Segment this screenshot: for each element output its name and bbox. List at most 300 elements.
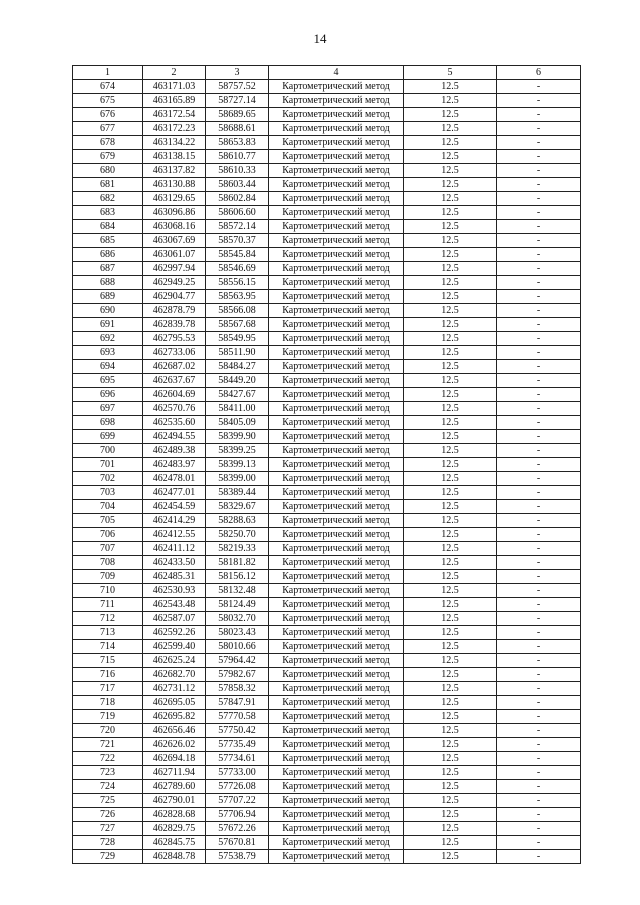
x-coordinate-cell: 462626.02: [143, 738, 206, 752]
point-number-cell: 711: [73, 598, 143, 612]
x-coordinate-cell: 462695.05: [143, 696, 206, 710]
x-coordinate-cell: 462694.18: [143, 752, 206, 766]
point-number-cell: 691: [73, 318, 143, 332]
precision-cell: 12.5: [404, 668, 497, 682]
table-row: [73, 682, 581, 696]
x-coordinate-cell: 463165.89: [143, 94, 206, 108]
point-number-cell: 695: [73, 374, 143, 388]
method-cell: Картометрический метод: [269, 458, 404, 472]
method-cell: Картометрический метод: [269, 752, 404, 766]
table-row: [73, 94, 581, 108]
precision-cell: 12.5: [404, 276, 497, 290]
method-cell: Картометрический метод: [269, 598, 404, 612]
dash-cell: -: [497, 668, 581, 682]
y-coordinate-cell: 57735.49: [206, 738, 269, 752]
table-row: [73, 556, 581, 570]
y-coordinate-cell: 58399.25: [206, 444, 269, 458]
precision-cell: 12.5: [404, 556, 497, 570]
point-number-cell: 676: [73, 108, 143, 122]
method-cell: Картометрический метод: [269, 206, 404, 220]
table-row: [73, 164, 581, 178]
table-row: [73, 416, 581, 430]
x-coordinate-cell: 462829.75: [143, 822, 206, 836]
y-coordinate-cell: 58156.12: [206, 570, 269, 584]
point-number-cell: 708: [73, 556, 143, 570]
point-number-cell: 684: [73, 220, 143, 234]
precision-cell: 12.5: [404, 234, 497, 248]
point-number-cell: 707: [73, 542, 143, 556]
table-row: [73, 528, 581, 542]
x-coordinate-cell: 462433.50: [143, 556, 206, 570]
table-row: [73, 80, 581, 94]
point-number-cell: 699: [73, 430, 143, 444]
table-row: [73, 332, 581, 346]
y-coordinate-cell: 58032.70: [206, 612, 269, 626]
x-coordinate-cell: 462535.60: [143, 416, 206, 430]
method-cell: Картометрический метод: [269, 640, 404, 654]
y-coordinate-cell: 58570.37: [206, 234, 269, 248]
dash-cell: -: [497, 290, 581, 304]
x-coordinate-cell: 463067.69: [143, 234, 206, 248]
table-row: [73, 668, 581, 682]
method-cell: Картометрический метод: [269, 150, 404, 164]
precision-cell: 12.5: [404, 696, 497, 710]
y-coordinate-cell: 58181.82: [206, 556, 269, 570]
dash-cell: -: [497, 206, 581, 220]
dash-cell: -: [497, 794, 581, 808]
x-coordinate-cell: 463129.65: [143, 192, 206, 206]
dash-cell: -: [497, 472, 581, 486]
point-number-cell: 720: [73, 724, 143, 738]
table-row: [73, 626, 581, 640]
dash-cell: -: [497, 696, 581, 710]
precision-cell: 12.5: [404, 542, 497, 556]
table-row: [73, 304, 581, 318]
table-row: [73, 234, 581, 248]
y-coordinate-cell: 57672.26: [206, 822, 269, 836]
dash-cell: -: [497, 108, 581, 122]
x-coordinate-cell: 463068.16: [143, 220, 206, 234]
method-cell: Картометрический метод: [269, 542, 404, 556]
precision-cell: 12.5: [404, 710, 497, 724]
point-number-cell: 688: [73, 276, 143, 290]
method-cell: Картометрический метод: [269, 584, 404, 598]
dash-cell: -: [497, 458, 581, 472]
dash-cell: -: [497, 150, 581, 164]
precision-cell: 12.5: [404, 360, 497, 374]
method-cell: Картометрический метод: [269, 528, 404, 542]
method-cell: Картометрический метод: [269, 332, 404, 346]
point-number-cell: 686: [73, 248, 143, 262]
y-coordinate-cell: 58484.27: [206, 360, 269, 374]
point-number-cell: 722: [73, 752, 143, 766]
table-row: [73, 262, 581, 276]
precision-cell: 12.5: [404, 836, 497, 850]
precision-cell: 12.5: [404, 164, 497, 178]
method-cell: Картометрический метод: [269, 136, 404, 150]
precision-cell: 12.5: [404, 724, 497, 738]
precision-cell: 12.5: [404, 486, 497, 500]
point-number-cell: 714: [73, 640, 143, 654]
dash-cell: -: [497, 430, 581, 444]
point-number-cell: 726: [73, 808, 143, 822]
precision-cell: 12.5: [404, 654, 497, 668]
y-coordinate-cell: 58427.67: [206, 388, 269, 402]
point-number-cell: 694: [73, 360, 143, 374]
point-number-cell: 723: [73, 766, 143, 780]
table-body: [73, 80, 581, 864]
precision-cell: 12.5: [404, 682, 497, 696]
x-coordinate-cell: 462656.46: [143, 724, 206, 738]
point-number-cell: 692: [73, 332, 143, 346]
precision-cell: 12.5: [404, 794, 497, 808]
table-row: [73, 360, 581, 374]
dash-cell: -: [497, 332, 581, 346]
y-coordinate-cell: 57734.61: [206, 752, 269, 766]
x-coordinate-cell: 462625.24: [143, 654, 206, 668]
y-coordinate-cell: 57538.79: [206, 850, 269, 864]
table-row: [73, 612, 581, 626]
method-cell: Картометрический метод: [269, 472, 404, 486]
table-header-row: [73, 66, 581, 80]
precision-cell: 12.5: [404, 850, 497, 864]
precision-cell: 12.5: [404, 192, 497, 206]
x-coordinate-cell: 462731.12: [143, 682, 206, 696]
y-coordinate-cell: 58546.69: [206, 262, 269, 276]
x-coordinate-cell: 462530.93: [143, 584, 206, 598]
point-number-cell: 721: [73, 738, 143, 752]
y-coordinate-cell: 58572.14: [206, 220, 269, 234]
table-row: [73, 220, 581, 234]
dash-cell: -: [497, 766, 581, 780]
precision-cell: 12.5: [404, 444, 497, 458]
dash-cell: -: [497, 654, 581, 668]
method-cell: Картометрический метод: [269, 416, 404, 430]
y-coordinate-cell: 58250.70: [206, 528, 269, 542]
point-number-cell: 682: [73, 192, 143, 206]
method-cell: Картометрический метод: [269, 360, 404, 374]
precision-cell: 12.5: [404, 808, 497, 822]
point-number-cell: 696: [73, 388, 143, 402]
method-cell: Картометрический метод: [269, 430, 404, 444]
point-number-cell: 713: [73, 626, 143, 640]
point-number-cell: 717: [73, 682, 143, 696]
method-cell: Картометрический метод: [269, 94, 404, 108]
y-coordinate-cell: 58610.77: [206, 150, 269, 164]
table-row: [73, 108, 581, 122]
precision-cell: 12.5: [404, 178, 497, 192]
page-number: 14: [313, 31, 327, 46]
x-coordinate-cell: 462949.25: [143, 276, 206, 290]
y-coordinate-cell: 58563.95: [206, 290, 269, 304]
table-row: [73, 598, 581, 612]
column-header-6: 6: [497, 66, 581, 80]
table-row: [73, 514, 581, 528]
method-cell: Картометрический метод: [269, 402, 404, 416]
dash-cell: -: [497, 822, 581, 836]
y-coordinate-cell: 58010.66: [206, 640, 269, 654]
method-cell: Картометрический метод: [269, 346, 404, 360]
dash-cell: -: [497, 444, 581, 458]
table-row: [73, 430, 581, 444]
point-number-cell: 703: [73, 486, 143, 500]
dash-cell: -: [497, 346, 581, 360]
table-row: [73, 346, 581, 360]
precision-cell: 12.5: [404, 346, 497, 360]
method-cell: Картометрический метод: [269, 696, 404, 710]
dash-cell: -: [497, 122, 581, 136]
y-coordinate-cell: 58606.60: [206, 206, 269, 220]
y-coordinate-cell: 58688.61: [206, 122, 269, 136]
precision-cell: 12.5: [404, 388, 497, 402]
method-cell: Картометрический метод: [269, 486, 404, 500]
method-cell: Картометрический метод: [269, 808, 404, 822]
x-coordinate-cell: 462587.07: [143, 612, 206, 626]
point-number-cell: 709: [73, 570, 143, 584]
method-cell: Картометрический метод: [269, 612, 404, 626]
table-row: [73, 290, 581, 304]
precision-cell: 12.5: [404, 472, 497, 486]
column-header-5: 5: [404, 66, 497, 80]
precision-cell: 12.5: [404, 640, 497, 654]
table-row: [73, 822, 581, 836]
table-row: [73, 836, 581, 850]
table-row: [73, 542, 581, 556]
dash-cell: -: [497, 374, 581, 388]
point-number-cell: 679: [73, 150, 143, 164]
table-row: [73, 374, 581, 388]
point-number-cell: 705: [73, 514, 143, 528]
x-coordinate-cell: 462687.02: [143, 360, 206, 374]
precision-cell: 12.5: [404, 108, 497, 122]
method-cell: Картометрический метод: [269, 766, 404, 780]
x-coordinate-cell: 463130.88: [143, 178, 206, 192]
dash-cell: -: [497, 192, 581, 206]
x-coordinate-cell: 462454.59: [143, 500, 206, 514]
y-coordinate-cell: 57847.91: [206, 696, 269, 710]
dash-cell: -: [497, 850, 581, 864]
x-coordinate-cell: 462848.78: [143, 850, 206, 864]
dash-cell: -: [497, 682, 581, 696]
y-coordinate-cell: 57707.22: [206, 794, 269, 808]
point-number-cell: 689: [73, 290, 143, 304]
point-number-cell: 675: [73, 94, 143, 108]
y-coordinate-cell: 58603.44: [206, 178, 269, 192]
y-coordinate-cell: 58023.43: [206, 626, 269, 640]
x-coordinate-cell: 462878.79: [143, 304, 206, 318]
point-number-cell: 683: [73, 206, 143, 220]
column-header-4: 4: [269, 66, 404, 80]
table-row: [73, 710, 581, 724]
method-cell: Картометрический метод: [269, 682, 404, 696]
x-coordinate-cell: 462412.55: [143, 528, 206, 542]
x-coordinate-cell: 462828.68: [143, 808, 206, 822]
column-header-3: 3: [206, 66, 269, 80]
method-cell: Картометрический метод: [269, 80, 404, 94]
x-coordinate-cell: 462997.94: [143, 262, 206, 276]
table-row: [73, 724, 581, 738]
column-header-1: 1: [73, 66, 143, 80]
x-coordinate-cell: 463137.82: [143, 164, 206, 178]
point-number-cell: 710: [73, 584, 143, 598]
y-coordinate-cell: 58757.52: [206, 80, 269, 94]
y-coordinate-cell: 57733.00: [206, 766, 269, 780]
x-coordinate-cell: 462682.70: [143, 668, 206, 682]
precision-cell: 12.5: [404, 150, 497, 164]
method-cell: Картометрический метод: [269, 654, 404, 668]
dash-cell: -: [497, 780, 581, 794]
dash-cell: -: [497, 80, 581, 94]
y-coordinate-cell: 58399.90: [206, 430, 269, 444]
table-row: [73, 794, 581, 808]
method-cell: Картометрический метод: [269, 262, 404, 276]
precision-cell: 12.5: [404, 416, 497, 430]
method-cell: Картометрический метод: [269, 738, 404, 752]
precision-cell: 12.5: [404, 94, 497, 108]
table-row: [73, 192, 581, 206]
y-coordinate-cell: 58399.13: [206, 458, 269, 472]
table-row: [73, 696, 581, 710]
x-coordinate-cell: 462789.60: [143, 780, 206, 794]
dash-cell: -: [497, 136, 581, 150]
point-number-cell: 690: [73, 304, 143, 318]
table-row: [73, 248, 581, 262]
method-cell: Картометрический метод: [269, 710, 404, 724]
precision-cell: 12.5: [404, 584, 497, 598]
dash-cell: -: [497, 738, 581, 752]
method-cell: Картометрический метод: [269, 850, 404, 864]
precision-cell: 12.5: [404, 598, 497, 612]
dash-cell: -: [497, 836, 581, 850]
dash-cell: -: [497, 808, 581, 822]
method-cell: Картометрический метод: [269, 626, 404, 640]
dash-cell: -: [497, 388, 581, 402]
precision-cell: 12.5: [404, 822, 497, 836]
x-coordinate-cell: 462599.40: [143, 640, 206, 654]
point-number-cell: 706: [73, 528, 143, 542]
y-coordinate-cell: 57726.08: [206, 780, 269, 794]
x-coordinate-cell: 462637.67: [143, 374, 206, 388]
precision-cell: 12.5: [404, 304, 497, 318]
precision-cell: 12.5: [404, 80, 497, 94]
precision-cell: 12.5: [404, 402, 497, 416]
dash-cell: -: [497, 276, 581, 290]
dash-cell: -: [497, 262, 581, 276]
table-row: [73, 752, 581, 766]
table-row: [73, 136, 581, 150]
y-coordinate-cell: 57858.32: [206, 682, 269, 696]
table-row: [73, 318, 581, 332]
x-coordinate-cell: 462477.01: [143, 486, 206, 500]
precision-cell: 12.5: [404, 262, 497, 276]
precision-cell: 12.5: [404, 500, 497, 514]
method-cell: Картометрический метод: [269, 514, 404, 528]
dash-cell: -: [497, 612, 581, 626]
table-row: [73, 150, 581, 164]
x-coordinate-cell: 462695.82: [143, 710, 206, 724]
table-row: [73, 780, 581, 794]
precision-cell: 12.5: [404, 780, 497, 794]
point-number-cell: 704: [73, 500, 143, 514]
x-coordinate-cell: 462483.97: [143, 458, 206, 472]
method-cell: Картометрический метод: [269, 668, 404, 682]
precision-cell: 12.5: [404, 766, 497, 780]
dash-cell: -: [497, 318, 581, 332]
dash-cell: -: [497, 528, 581, 542]
y-coordinate-cell: 58566.08: [206, 304, 269, 318]
y-coordinate-cell: 57750.42: [206, 724, 269, 738]
x-coordinate-cell: 463138.15: [143, 150, 206, 164]
y-coordinate-cell: 58689.65: [206, 108, 269, 122]
x-coordinate-cell: 462411.12: [143, 542, 206, 556]
method-cell: Картометрический метод: [269, 822, 404, 836]
dash-cell: -: [497, 570, 581, 584]
method-cell: Картометрический метод: [269, 500, 404, 514]
method-cell: Картометрический метод: [269, 724, 404, 738]
y-coordinate-cell: 58610.33: [206, 164, 269, 178]
precision-cell: 12.5: [404, 318, 497, 332]
point-number-cell: 698: [73, 416, 143, 430]
precision-cell: 12.5: [404, 206, 497, 220]
table-row: [73, 486, 581, 500]
y-coordinate-cell: 57706.94: [206, 808, 269, 822]
y-coordinate-cell: 58288.63: [206, 514, 269, 528]
y-coordinate-cell: 57982.67: [206, 668, 269, 682]
coordinates-table: [72, 65, 581, 864]
x-coordinate-cell: 462845.75: [143, 836, 206, 850]
point-number-cell: 681: [73, 178, 143, 192]
dash-cell: -: [497, 248, 581, 262]
dash-cell: -: [497, 556, 581, 570]
method-cell: Картометрический метод: [269, 220, 404, 234]
x-coordinate-cell: 463172.23: [143, 122, 206, 136]
method-cell: Картометрический метод: [269, 836, 404, 850]
dash-cell: -: [497, 402, 581, 416]
y-coordinate-cell: 58219.33: [206, 542, 269, 556]
y-coordinate-cell: 58653.83: [206, 136, 269, 150]
precision-cell: 12.5: [404, 738, 497, 752]
y-coordinate-cell: 58132.48: [206, 584, 269, 598]
method-cell: Картометрический метод: [269, 248, 404, 262]
dash-cell: -: [497, 598, 581, 612]
y-coordinate-cell: 58511.90: [206, 346, 269, 360]
table-row: [73, 570, 581, 584]
method-cell: Картометрический метод: [269, 556, 404, 570]
x-coordinate-cell: 462904.77: [143, 290, 206, 304]
x-coordinate-cell: 463171.03: [143, 80, 206, 94]
dash-cell: -: [497, 500, 581, 514]
x-coordinate-cell: 462489.38: [143, 444, 206, 458]
table-row: [73, 738, 581, 752]
table-row: [73, 178, 581, 192]
x-coordinate-cell: 463172.54: [143, 108, 206, 122]
table-row: [73, 122, 581, 136]
x-coordinate-cell: 463134.22: [143, 136, 206, 150]
y-coordinate-cell: 58449.20: [206, 374, 269, 388]
table-row: [73, 654, 581, 668]
y-coordinate-cell: 58549.95: [206, 332, 269, 346]
y-coordinate-cell: 57964.42: [206, 654, 269, 668]
table-row: [73, 850, 581, 864]
precision-cell: 12.5: [404, 752, 497, 766]
method-cell: Картометрический метод: [269, 122, 404, 136]
point-number-cell: 719: [73, 710, 143, 724]
x-coordinate-cell: 463096.86: [143, 206, 206, 220]
method-cell: Картометрический метод: [269, 192, 404, 206]
method-cell: Картометрический метод: [269, 290, 404, 304]
column-header-2: 2: [143, 66, 206, 80]
precision-cell: 12.5: [404, 332, 497, 346]
